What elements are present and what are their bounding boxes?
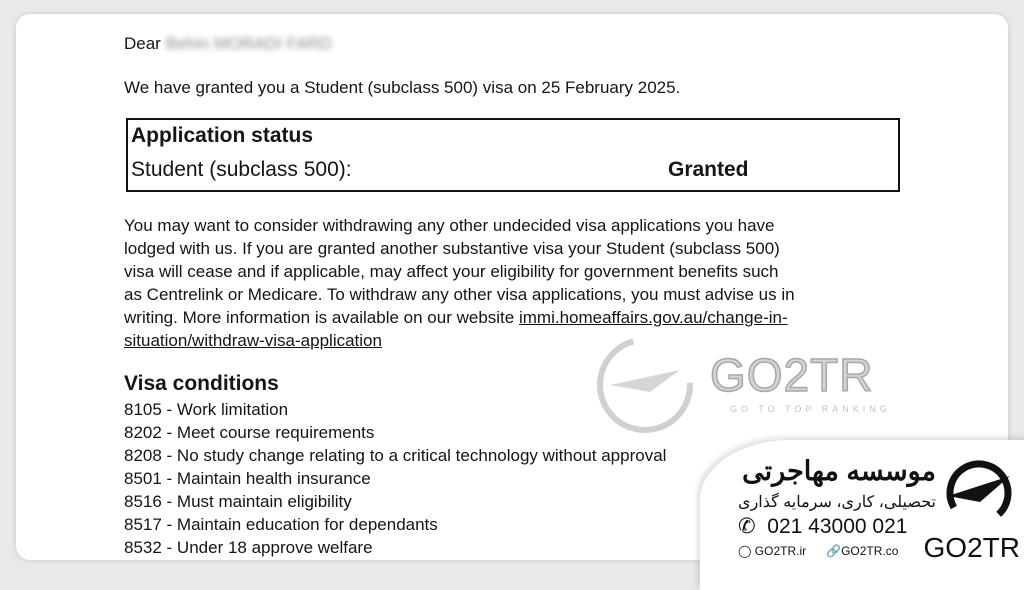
salutation-line — [124, 32, 332, 55]
go2tr-logo-icon — [944, 458, 1014, 528]
status-visa: Student (subclass 500): — [131, 158, 352, 181]
branding-panel — [700, 440, 1024, 590]
social-links — [738, 544, 898, 558]
status-title: Application status — [131, 124, 314, 147]
brand-name: GO2TR — [923, 532, 1020, 563]
paragraph-line: You may want to consider withdrawing any other undecided visa applications you have — [124, 216, 775, 235]
website-link-cont[interactable]: situation/withdraw-visa-application — [124, 331, 382, 350]
condition-item: 8105 - Work limitation — [124, 400, 289, 419]
status-value: Granted — [668, 158, 749, 181]
paragraph-line: visa will cease and if applicable, may affect your eligibility for government benefits such — [124, 262, 779, 281]
watermark-logo-icon — [590, 330, 700, 440]
intro-text: We have granted you a Student (subclass 500) visa on 25 February 2025. — [124, 78, 681, 97]
condition-item: 8532 - Under 18 approve welfare — [124, 538, 373, 557]
phone-number: 021 43000 021 — [767, 515, 908, 538]
conditions-title: Visa conditions — [124, 372, 279, 395]
condition-item: 8208 - No study change relating to a critical technology without approval — [124, 446, 667, 465]
instagram-icon: ◯ — [738, 544, 752, 558]
phone-icon: ✆ — [738, 515, 756, 538]
paragraph-text: writing. More information is available on our website — [124, 308, 519, 327]
watermark-tagline: GO TO TOP RANKING — [730, 404, 891, 414]
recipient-name: Behin MORADI FARD — [165, 34, 332, 53]
paragraph-line — [124, 329, 382, 352]
condition-item: 8517 - Maintain education for dependants — [124, 515, 438, 534]
paragraph-line — [124, 306, 788, 329]
application-status-box — [126, 118, 900, 192]
paragraph-line: lodged with us. If you are granted another substantive visa your Student (subclass 500) — [124, 239, 780, 258]
website[interactable]: GO2TR.co — [841, 544, 899, 558]
brand-subtitle-fa: تحصیلی، کاری، سرمایه گذاری — [738, 494, 936, 511]
instagram-handle[interactable]: GO2TR.ir — [754, 544, 807, 558]
website-link[interactable]: immi.homeaffairs.gov.au/change-in- — [518, 308, 788, 327]
condition-item: 8202 - Meet course requirements — [124, 423, 375, 442]
watermark — [590, 330, 891, 445]
brand-title-fa: موسسه مهاجرتی — [742, 456, 936, 486]
salutation: Dear — [124, 34, 161, 53]
condition-item: 8516 - Must maintain eligibility — [124, 492, 352, 511]
phone — [738, 514, 907, 539]
condition-item: 8501 - Maintain health insurance — [124, 469, 371, 488]
link-icon: 🔗 — [826, 544, 842, 558]
watermark-text: GO2TR — [710, 349, 874, 401]
paragraph-line: as Centrelink or Medicare. To withdraw any other visa applications, you must advise us in — [124, 285, 795, 304]
